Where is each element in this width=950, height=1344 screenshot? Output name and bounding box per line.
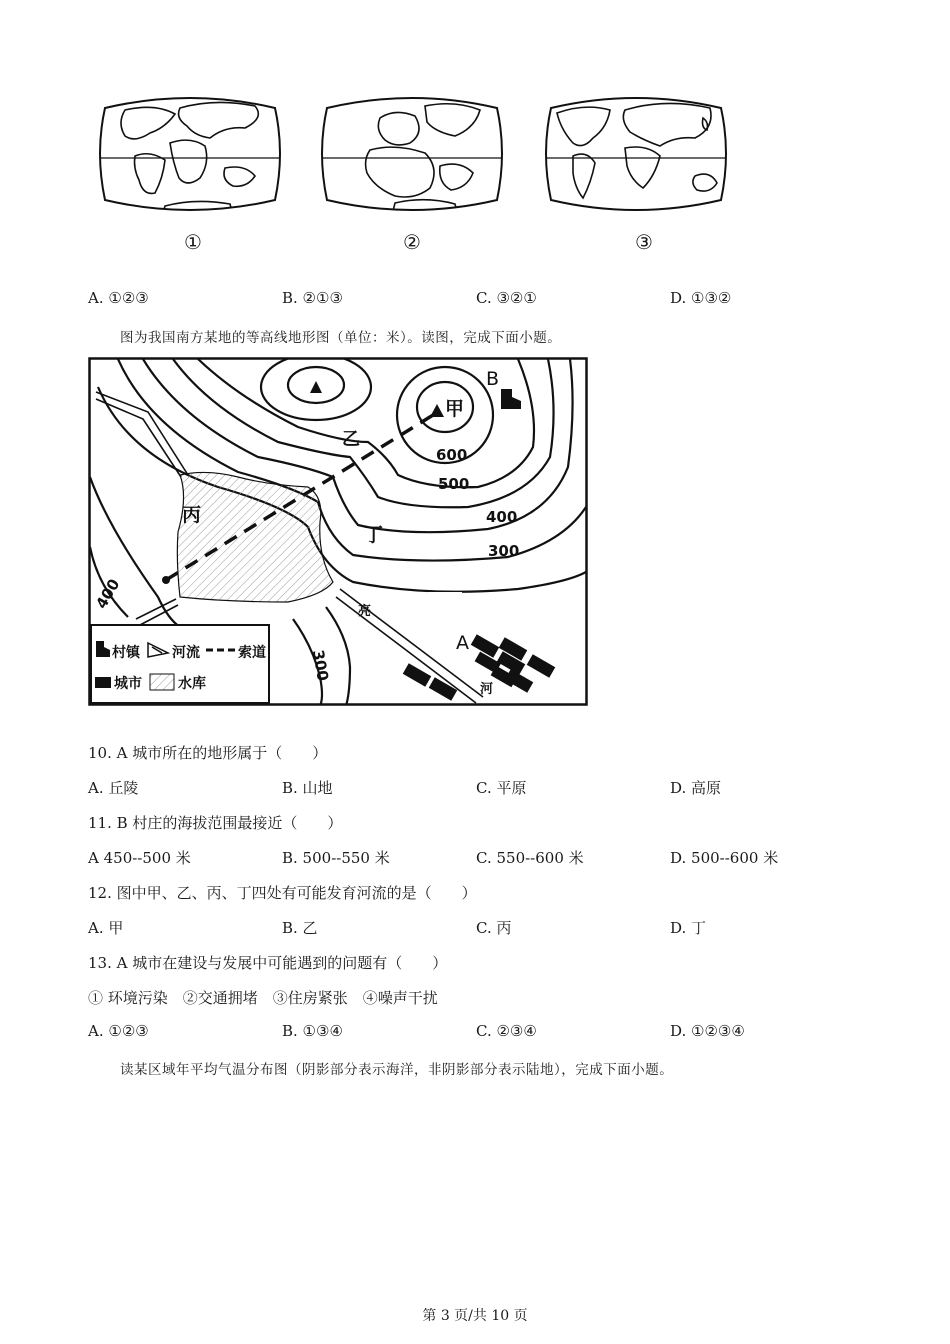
q13-stem: 13. A 城市在建设与发展中可能遇到的问题有（ ） — [88, 954, 448, 972]
contour-map — [88, 357, 588, 706]
q9-option-b[interactable]: B. ②①③ — [282, 289, 343, 307]
legend-river: 河流 — [172, 645, 200, 661]
globe-2 — [322, 98, 502, 223]
legend-village: 村镇 — [112, 645, 140, 661]
q9-option-d[interactable]: D. ①③② — [670, 289, 732, 307]
q11-option-d[interactable]: D. 500--600 米 — [670, 849, 779, 867]
legend-city: 城市 — [114, 676, 142, 692]
legend-reservoir: 水库 — [178, 676, 206, 692]
q9-option-a[interactable]: A. ①②③ — [88, 289, 149, 307]
q12-option-c[interactable]: C. 丙 — [476, 919, 512, 937]
q10-option-c[interactable]: C. 平原 — [476, 779, 527, 797]
page-footer: 第 3 页/共 10 页 — [422, 1308, 528, 1324]
label-he: 河 — [480, 682, 494, 697]
q11-option-b[interactable]: B. 500--550 米 — [282, 849, 390, 867]
q11-option-a[interactable]: A 450--500 米 — [88, 849, 191, 867]
label-a: A — [456, 632, 469, 654]
q12-option-a[interactable]: A. 甲 — [88, 919, 124, 937]
globe-label-3: ③ — [635, 230, 653, 254]
q13-option-d[interactable]: D. ①②③④ — [670, 1022, 745, 1040]
intro-contour-map: 图为我国南方某地的等高线地形图（单位：米）。读图，完成下面小题。 — [120, 330, 562, 346]
label-liang: 亮 — [358, 604, 372, 619]
label-bing: 丙 — [182, 504, 202, 526]
globe-3 — [546, 98, 726, 210]
contour-label-300-bottom: 300 — [308, 648, 332, 683]
globe-1 — [100, 98, 280, 223]
label-yi: 乙 — [342, 429, 360, 450]
label-ding: 丁 — [364, 524, 384, 546]
q13-option-a[interactable]: A. ①②③ — [88, 1022, 149, 1040]
q10-option-a[interactable]: A. 丘陵 — [88, 779, 139, 797]
q13-option-b[interactable]: B. ①③④ — [282, 1022, 343, 1040]
intro-temperature-map: 读某区域年平均气温分布图（阴影部分表示海洋，非阴影部分表示陆地），完成下面小题。 — [120, 1062, 674, 1078]
q9-options — [88, 289, 868, 313]
label-b: B — [486, 368, 500, 390]
q13-option-c[interactable]: C. ②③④ — [476, 1022, 537, 1040]
q11-options — [88, 847, 868, 871]
q9-option-c[interactable]: C. ③②① — [476, 289, 537, 307]
contour-label-500: 500 — [438, 475, 470, 493]
q13-statements: ① 环境污染 ②交通拥堵 ③住房紧张 ④噪声干扰 — [88, 989, 438, 1007]
contour-map-labels — [88, 357, 588, 706]
q10-option-d[interactable]: D. 高原 — [670, 779, 722, 797]
contour-label-400: 400 — [486, 508, 518, 526]
q12-stem: 12. 图中甲、乙、丙、丁四处有可能发育河流的是（ ） — [88, 884, 477, 902]
q12-options — [88, 917, 868, 941]
globe-label-2: ② — [403, 230, 421, 254]
q10-option-b[interactable]: B. 山地 — [282, 779, 333, 797]
globe-label-1: ① — [184, 230, 202, 254]
contour-label-400-left: 400 — [92, 575, 124, 612]
q10-stem: 10. A 城市所在的地形属于（ ） — [88, 744, 328, 762]
q11-stem: 11. B 村庄的海拔范围最接近（ ） — [88, 814, 343, 832]
q10-options — [88, 777, 868, 801]
label-jia: 甲 — [445, 398, 465, 420]
q12-option-d[interactable]: D. 丁 — [670, 919, 707, 937]
contour-label-300: 300 — [488, 542, 520, 560]
contour-label-600: 600 — [436, 446, 468, 464]
q13-options — [88, 1022, 868, 1046]
legend-cableway: 索道 — [238, 645, 266, 661]
q11-option-c[interactable]: C. 550--600 米 — [476, 849, 584, 867]
q12-option-b[interactable]: B. 乙 — [282, 919, 318, 937]
